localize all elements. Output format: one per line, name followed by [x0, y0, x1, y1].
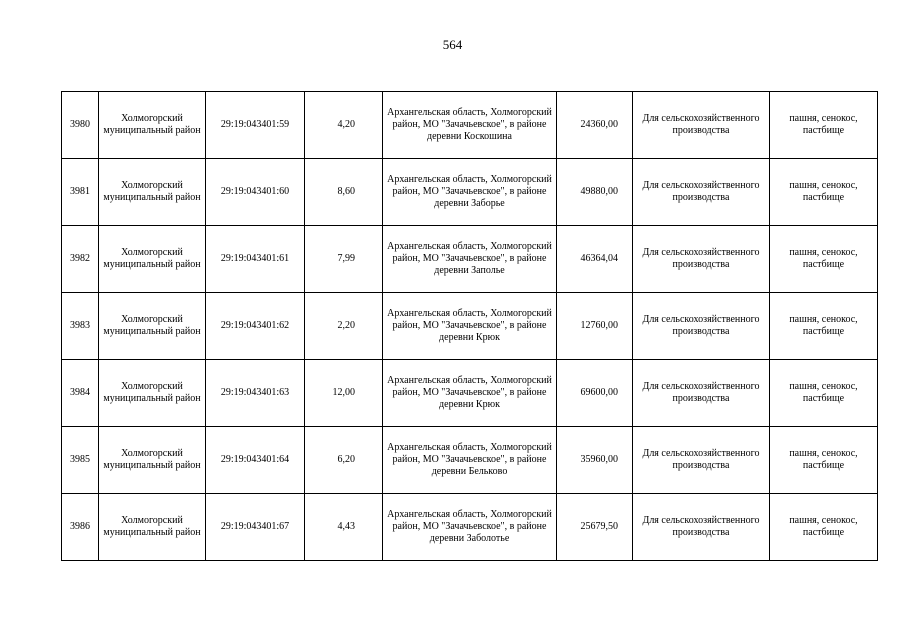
district-cell: Холмогорский муниципальный район: [99, 226, 206, 293]
land-use-cell: пашня, сенокос, пастбище: [770, 92, 878, 159]
area-cell: 12,00: [305, 360, 383, 427]
price-cell: 25679,50: [557, 494, 633, 561]
table-row: [62, 159, 878, 226]
row-number-cell: 3986: [62, 494, 99, 561]
area-cell: 7,99: [305, 226, 383, 293]
location-cell: Архангельская область, Холмогорский район, МО "Зачачьевское", в районе деревни Крюк: [383, 293, 557, 360]
table-row: [62, 293, 878, 360]
row-number-cell: 3982: [62, 226, 99, 293]
area-cell: 2,20: [305, 293, 383, 360]
price-cell: 35960,00: [557, 427, 633, 494]
area-cell: 6,20: [305, 427, 383, 494]
page-number: 564: [442, 37, 463, 52]
price-cell: 49880,00: [557, 159, 633, 226]
cadastral-number-cell: 29:19:043401:60: [206, 159, 305, 226]
table-row: [62, 92, 878, 159]
district-cell: Холмогорский муниципальный район: [99, 92, 206, 159]
cadastral-number-cell: 29:19:043401:61: [206, 226, 305, 293]
land-use-cell: пашня, сенокос, пастбище: [770, 159, 878, 226]
location-cell: Архангельская область, Холмогорский район, МО "Зачачьевское", в районе деревни Бельково: [383, 427, 557, 494]
price-cell: 24360,00: [557, 92, 633, 159]
land-use-cell: пашня, сенокос, пастбище: [770, 226, 878, 293]
district-cell: Холмогорский муниципальный район: [99, 360, 206, 427]
district-cell: Холмогорский муниципальный район: [99, 427, 206, 494]
land-use-cell: пашня, сенокос, пастбище: [770, 427, 878, 494]
row-number-cell: 3985: [62, 427, 99, 494]
price-cell: 69600,00: [557, 360, 633, 427]
land-use-cell: пашня, сенокос, пастбище: [770, 494, 878, 561]
location-cell: Архангельская область, Холмогорский район, МО "Зачачьевское", в районе деревни Коскошина: [383, 92, 557, 159]
purpose-cell: Для сельскохозяйственного производства: [633, 293, 770, 360]
area-cell: 8,60: [305, 159, 383, 226]
purpose-cell: Для сельскохозяйственного производства: [633, 226, 770, 293]
purpose-cell: Для сельскохозяйственного производства: [633, 159, 770, 226]
location-cell: Архангельская область, Холмогорский район, МО "Зачачьевское", в районе деревни Заполье: [383, 226, 557, 293]
table-row: [62, 427, 878, 494]
district-cell: Холмогорский муниципальный район: [99, 159, 206, 226]
purpose-cell: Для сельскохозяйственного производства: [633, 92, 770, 159]
purpose-cell: Для сельскохозяйственного производства: [633, 427, 770, 494]
cadastral-number-cell: 29:19:043401:67: [206, 494, 305, 561]
land-plot-table: [61, 91, 878, 561]
table-row: [62, 360, 878, 427]
row-number-cell: 3980: [62, 92, 99, 159]
table-row: [62, 226, 878, 293]
cadastral-number-cell: 29:19:043401:64: [206, 427, 305, 494]
purpose-cell: Для сельскохозяйственного производства: [633, 360, 770, 427]
land-use-cell: пашня, сенокос, пастбище: [770, 293, 878, 360]
table-row: [62, 494, 878, 561]
location-cell: Архангельская область, Холмогорский район, МО "Зачачьевское", в районе деревни Заболотье: [383, 494, 557, 561]
district-cell: Холмогорский муниципальный район: [99, 293, 206, 360]
price-cell: 46364,04: [557, 226, 633, 293]
cadastral-number-cell: 29:19:043401:63: [206, 360, 305, 427]
purpose-cell: Для сельскохозяйственного производства: [633, 494, 770, 561]
area-cell: 4,43: [305, 494, 383, 561]
location-cell: Архангельская область, Холмогорский район, МО "Зачачьевское", в районе деревни Крюк: [383, 360, 557, 427]
row-number-cell: 3984: [62, 360, 99, 427]
price-cell: 12760,00: [557, 293, 633, 360]
row-number-cell: 3983: [62, 293, 99, 360]
cadastral-number-cell: 29:19:043401:62: [206, 293, 305, 360]
area-cell: 4,20: [305, 92, 383, 159]
cadastral-number-cell: 29:19:043401:59: [206, 92, 305, 159]
land-use-cell: пашня, сенокос, пастбище: [770, 360, 878, 427]
location-cell: Архангельская область, Холмогорский район, МО "Зачачьевское", в районе деревни Заборье: [383, 159, 557, 226]
district-cell: Холмогорский муниципальный район: [99, 494, 206, 561]
row-number-cell: 3981: [62, 159, 99, 226]
